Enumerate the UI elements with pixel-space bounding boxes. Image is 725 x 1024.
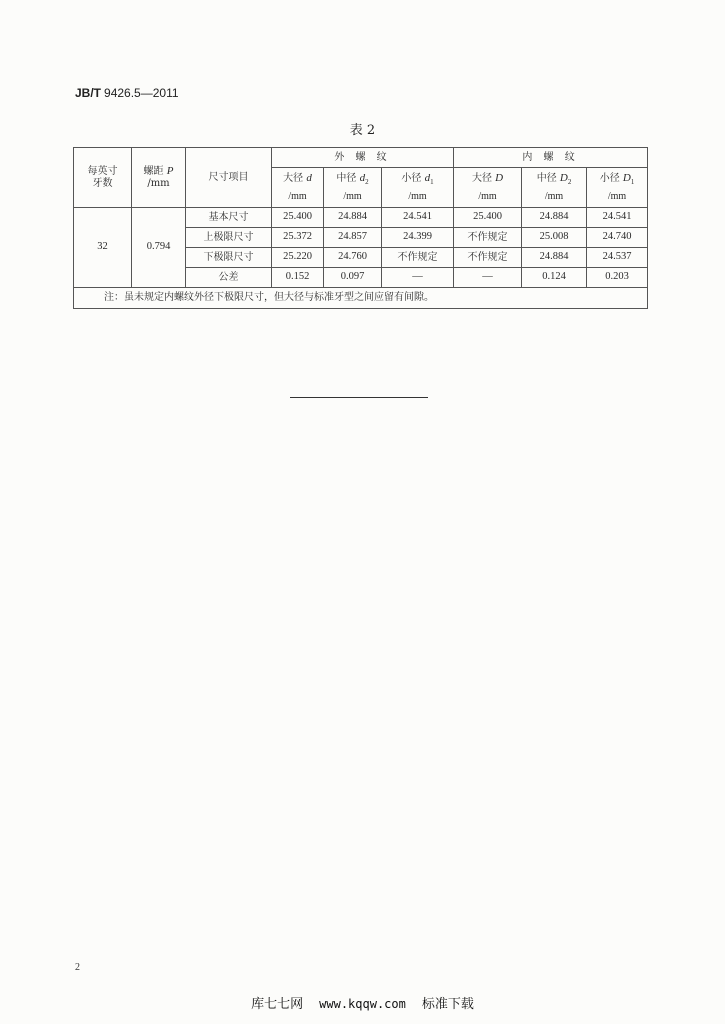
value-cell: 25.372 bbox=[272, 228, 324, 248]
value-cell: 24.399 bbox=[382, 228, 454, 248]
value-cell: 24.857 bbox=[324, 228, 382, 248]
value-cell: 25.220 bbox=[272, 248, 324, 268]
value-cell: 0.097 bbox=[324, 268, 382, 288]
standard-code-number: 9426.5—2011 bbox=[104, 86, 179, 100]
col-header-label: 小径 bbox=[401, 172, 422, 184]
tpi-value: 32 bbox=[74, 208, 132, 288]
value-cell: 24.740 bbox=[587, 228, 648, 248]
page-number: 2 bbox=[75, 962, 80, 973]
footer-site: 库七七网 bbox=[251, 997, 304, 1012]
item-header: 尺寸项目 bbox=[186, 148, 272, 208]
col-header-symbol: D bbox=[495, 171, 504, 184]
footer-tag: 标准下载 bbox=[421, 997, 474, 1012]
pitch-value: 0.794 bbox=[132, 208, 186, 288]
col-header-symbol: D bbox=[622, 171, 631, 184]
value-cell: 0.152 bbox=[272, 268, 324, 288]
col-header-symbol: d bbox=[359, 171, 366, 184]
row-label: 上极限尺寸 bbox=[186, 228, 272, 248]
value-cell: 不作规定 bbox=[382, 248, 454, 268]
value-cell: 不作规定 bbox=[454, 228, 522, 248]
pitch-header-unit: /mm bbox=[147, 178, 170, 190]
pitch-header-label: 螺距 bbox=[143, 165, 164, 177]
col-header-subscript: 2 bbox=[567, 177, 572, 186]
col-header-unit: /mm bbox=[478, 191, 497, 203]
col-header-label: 大径 bbox=[283, 172, 304, 184]
col-header-subscript: 1 bbox=[630, 177, 635, 186]
header-row-groups bbox=[74, 148, 648, 168]
row-basic-size bbox=[74, 208, 648, 228]
row-label: 基本尺寸 bbox=[186, 208, 272, 228]
value-cell: 25.400 bbox=[272, 208, 324, 228]
table-note: 注：虽未规定内螺纹外径下极限尺寸，但大径与标准牙型之间应留有间隙。 bbox=[74, 288, 648, 309]
col-header-int-pitch bbox=[522, 168, 587, 208]
tpi-header-line1: 每英寸 bbox=[87, 165, 118, 177]
value-cell: 24.537 bbox=[587, 248, 648, 268]
col-header-label: 中径 bbox=[336, 172, 357, 184]
value-cell: 24.884 bbox=[522, 208, 587, 228]
pitch-header-symbol: P bbox=[166, 164, 174, 177]
footer-url: www.kqqw.com bbox=[319, 997, 406, 1011]
value-cell: 不作规定 bbox=[454, 248, 522, 268]
col-header-unit: /mm bbox=[544, 191, 564, 203]
value-cell: 0.203 bbox=[587, 268, 648, 288]
col-header-symbol: d bbox=[424, 171, 431, 184]
col-header-unit: /mm bbox=[408, 191, 427, 203]
internal-thread-header: 内 螺 纹 bbox=[454, 148, 648, 168]
tpi-header-line2: 牙数 bbox=[92, 177, 113, 189]
standard-code bbox=[75, 86, 179, 100]
pitch-header bbox=[132, 148, 186, 208]
col-header-label: 大径 bbox=[471, 172, 492, 184]
col-header-subscript: 2 bbox=[365, 177, 369, 186]
col-header-int-major bbox=[454, 168, 522, 208]
value-cell: — bbox=[454, 268, 522, 288]
value-cell: 24.760 bbox=[324, 248, 382, 268]
thread-dimension-table bbox=[73, 147, 648, 309]
row-label: 公差 bbox=[186, 268, 272, 288]
tpi-header bbox=[74, 148, 132, 208]
col-header-ext-major bbox=[272, 168, 324, 208]
col-header-ext-minor bbox=[382, 168, 454, 208]
col-header-label: 小径 bbox=[599, 172, 620, 184]
col-header-subscript: 1 bbox=[430, 177, 434, 186]
value-cell: — bbox=[382, 268, 454, 288]
col-header-symbol: D bbox=[559, 171, 568, 184]
value-cell: 0.124 bbox=[522, 268, 587, 288]
col-header-unit: /mm bbox=[343, 191, 362, 203]
external-thread-header: 外 螺 纹 bbox=[272, 148, 454, 168]
col-header-unit: /mm bbox=[607, 191, 627, 203]
col-header-symbol: d bbox=[306, 171, 312, 184]
col-header-int-minor bbox=[587, 168, 648, 208]
value-cell: 24.541 bbox=[587, 208, 648, 228]
end-rule bbox=[290, 397, 428, 398]
standard-code-prefix: JB/T bbox=[75, 86, 102, 100]
col-header-unit: /mm bbox=[288, 191, 307, 203]
value-cell: 25.400 bbox=[454, 208, 522, 228]
col-header-label: 中径 bbox=[536, 172, 557, 184]
value-cell: 24.884 bbox=[324, 208, 382, 228]
col-header-ext-pitch bbox=[324, 168, 382, 208]
row-label: 下极限尺寸 bbox=[186, 248, 272, 268]
table-caption: 表 2 bbox=[349, 123, 376, 138]
footer-watermark bbox=[0, 993, 725, 1012]
note-row bbox=[74, 288, 648, 309]
value-cell: 25.008 bbox=[522, 228, 587, 248]
value-cell: 24.884 bbox=[522, 248, 587, 268]
value-cell: 24.541 bbox=[382, 208, 454, 228]
